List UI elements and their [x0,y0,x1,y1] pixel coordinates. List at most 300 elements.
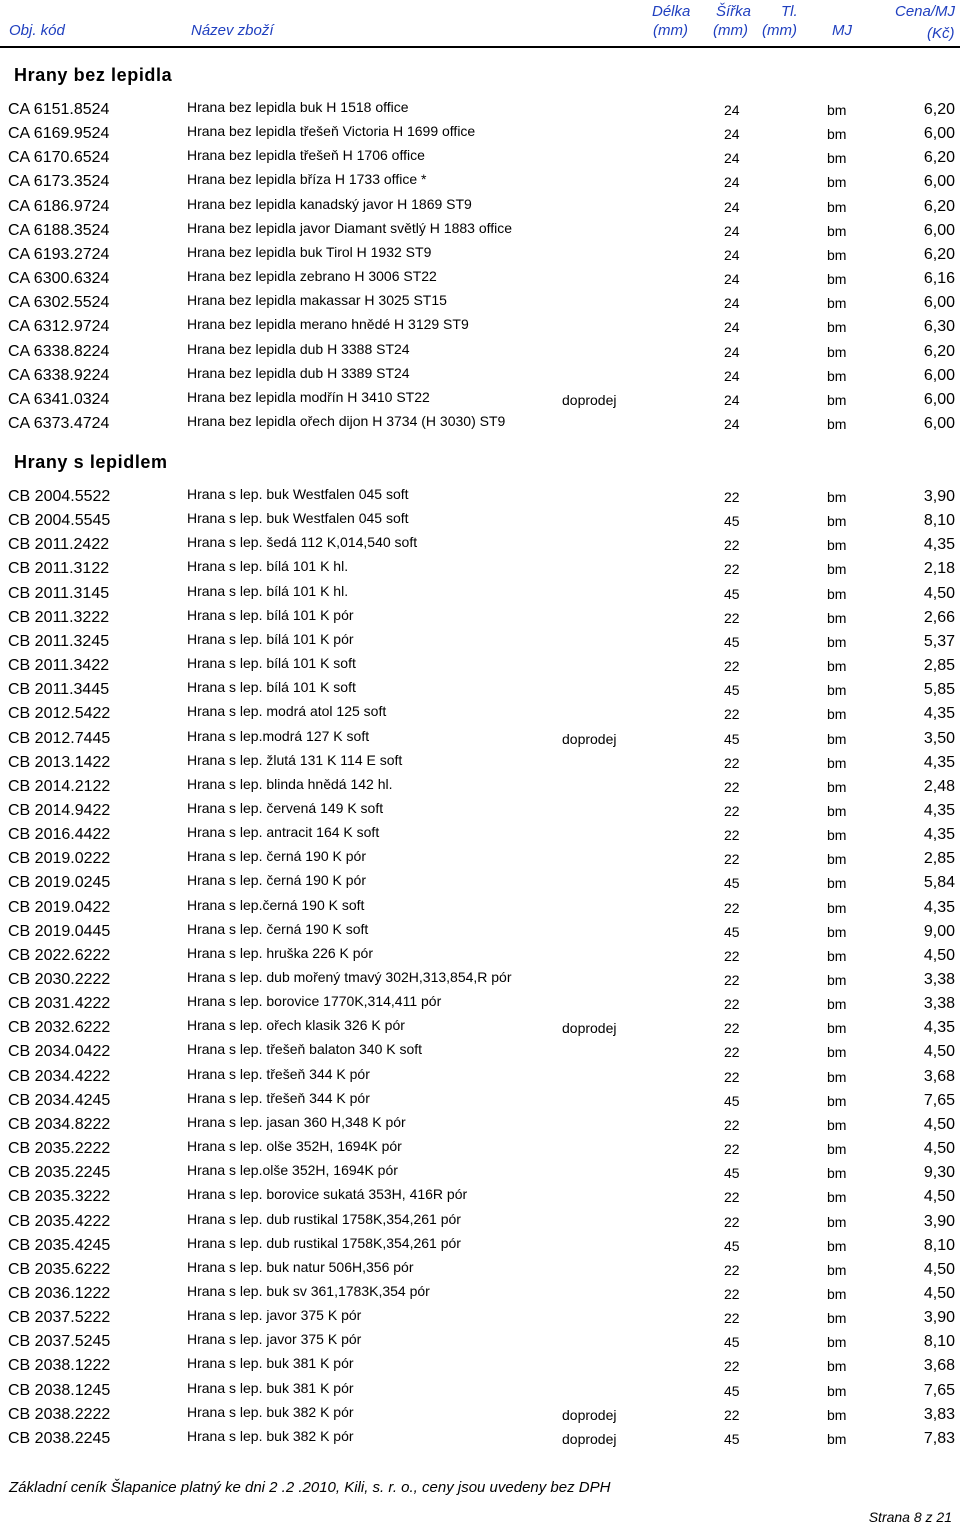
item-code: CB 2035.2245 [8,1164,111,1182]
item-code: CB 2019.0245 [8,874,111,892]
header-thickness-label: Tl. [781,3,798,20]
item-name: Hrana s lep. šedá 112 K,014,540 soft [187,534,418,551]
table-row [0,847,960,871]
table-row [0,1282,960,1306]
table-row [0,920,960,944]
item-width: 22 [724,1044,740,1061]
table-row [0,1427,960,1451]
item-code: CB 2032.6222 [8,1019,111,1037]
item-unit: bm [827,1358,847,1375]
item-name: Hrana bez lepidla buk Tirol H 1932 ST9 [187,243,432,260]
item-width: 24 [724,198,740,215]
item-name: Hrana bez lepidla třešeň H 1706 office [187,147,425,164]
item-unit: bm [827,899,847,916]
item-unit: bm [827,1116,847,1133]
item-code: CB 2034.0422 [8,1043,111,1061]
item-name: Hrana bez lepidla dub H 3388 ST24 [187,340,410,357]
item-price: 4,35 [923,801,955,819]
item-unit: bm [827,802,847,819]
item-price: 6,20 [923,101,955,118]
item-code: CB 2014.9422 [8,801,111,819]
item-width: 22 [724,1358,740,1375]
item-unit: bm [827,295,847,312]
item-width: 24 [724,150,740,167]
table-row [0,606,960,630]
section-title: Hrany bez lepidla [14,65,173,85]
item-name: Hrana s lep. javor 375 K pór [187,1307,362,1324]
table-row [0,485,960,509]
item-code: CA 6151.8524 [8,101,110,118]
item-code: CA 6373.4724 [8,414,110,432]
item-price: 9,30 [923,1164,955,1182]
item-unit: bm [827,633,847,650]
table-row [0,1040,960,1064]
item-price: 6,00 [923,221,955,239]
item-price: 3,38 [923,971,955,988]
item-price: 5,84 [923,874,955,892]
item-price: 6,00 [923,125,955,143]
item-name: Hrana s lep. javor 375 K pór [187,1331,362,1348]
item-unit: bm [827,1237,847,1254]
item-width: 22 [724,802,740,819]
item-name: Hrana s lep. bílá 101 K pór [187,630,354,647]
header-divider [0,46,960,48]
item-unit: bm [827,706,847,723]
item-price: 4,35 [923,826,955,844]
table-row [0,775,960,799]
table-row [0,896,960,920]
table-row [0,509,960,533]
header-length-unit: (mm) [653,22,688,39]
item-price: 4,50 [923,946,955,964]
item-code: CA 6302.5524 [8,294,110,312]
item-unit: bm [827,923,847,940]
item-unit: bm [827,972,847,988]
table-row [0,122,960,146]
item-width: 22 [724,1141,740,1158]
header-width-label: Šířka [716,3,752,20]
item-unit: bm [827,1382,847,1399]
item-unit: bm [827,1310,847,1327]
item-code: CB 2011.3222 [8,608,110,626]
header-width-unit: (mm) [713,22,748,39]
item-width: 24 [724,222,740,239]
item-unit: bm [827,947,847,964]
item-unit: bm [827,875,847,892]
item-unit: bm [827,1406,847,1423]
table-row [0,170,960,194]
item-width: 24 [724,295,740,312]
item-code: CB 2004.5545 [8,512,111,530]
item-code: CA 6338.9224 [8,366,110,384]
item-width: 22 [724,1285,740,1302]
item-unit: bm [827,343,847,360]
item-price: 4,50 [923,1284,955,1302]
item-price: 4,50 [923,1115,955,1133]
item-width: 24 [724,126,740,143]
item-price: 6,00 [923,294,955,312]
item-width: 22 [724,489,740,505]
item-code: CB 2011.3422 [8,657,110,675]
item-width: 45 [724,1382,740,1399]
item-code: CB 2014.2122 [8,777,111,795]
table-row [0,727,960,751]
table-row [0,1403,960,1427]
item-width: 45 [724,1092,740,1109]
item-width: 45 [724,633,740,650]
item-price: 4,35 [923,536,955,554]
table-row [0,823,960,847]
item-width: 45 [724,682,740,699]
item-unit: bm [827,271,847,288]
item-unit: bm [827,102,847,118]
item-width: 22 [724,754,740,771]
item-name: Hrana s lep.olše 352H, 1694K pór [187,1162,398,1179]
item-name: Hrana s lep. hruška 226 K pór [187,944,373,961]
table-row [0,678,960,702]
item-unit: bm [827,1430,847,1447]
header-band [0,0,960,46]
item-name: Hrana s lep. dub mořený tmavý 302H,313,854,R pór [187,969,512,985]
item-code: CB 2012.7445 [8,729,111,747]
item-code: CB 2035.4245 [8,1236,111,1254]
section-title: Hrany s lepidlem [14,452,168,472]
table-row [0,1065,960,1089]
item-name: Hrana s lep. buk 382 K pór [187,1427,354,1444]
item-code: CA 6188.3524 [8,221,110,239]
item-note: doprodej [562,1430,617,1447]
item-name: Hrana s lep. buk sv 361,1783K,354 pór [187,1282,430,1299]
table-row [0,1161,960,1185]
table-row [0,992,960,1016]
item-name: Hrana s lep. třešeň balaton 340 K soft [187,1041,423,1058]
item-name: Hrana s lep. olše 352H, 1694K pór [187,1138,402,1155]
item-note: doprodej [562,391,617,408]
table-row [0,799,960,823]
item-code: CB 2004.5522 [8,488,111,505]
item-price: 3,38 [923,995,955,1013]
table-row [0,412,960,436]
table-row [0,1137,960,1161]
item-code: CA 6300.6324 [8,270,110,288]
table-row [0,243,960,267]
item-unit: bm [827,367,847,384]
table-row [0,1379,960,1403]
item-name: Hrana s lep. bílá 101 K pór [187,606,354,623]
item-name: Hrana bez lepidla bříza H 1733 office * [187,171,427,188]
item-code: CB 2011.2422 [8,536,110,554]
item-name: Hrana bez lepidla dub H 3389 ST24 [187,364,410,381]
item-code: CB 2031.4222 [8,995,111,1013]
table-row [0,654,960,678]
table-row [0,1113,960,1137]
item-width: 22 [724,1068,740,1085]
item-width: 24 [724,174,740,191]
item-price: 7,83 [923,1429,955,1447]
item-name: Hrana s lep. třešeň 344 K pór [187,1065,370,1082]
table-row [0,1306,960,1330]
item-unit: bm [827,851,847,868]
item-name: Hrana bez lepidla kanadský javor H 1869 ST9 [187,195,472,212]
item-unit: bm [827,198,847,215]
item-name: Hrana s lep. bílá 101 K soft [187,655,356,672]
table-row [0,267,960,291]
table-row [0,702,960,726]
item-width: 24 [724,415,740,432]
item-name: Hrana s lep. černá 190 K pór [187,872,366,889]
table-row [0,557,960,581]
page-number: Strana 8 z 21 [868,1509,952,1525]
item-code: CB 2034.4222 [8,1067,111,1085]
item-note: doprodej [562,730,617,747]
item-price: 8,10 [923,512,955,530]
item-unit: bm [827,246,847,263]
item-name: Hrana s lep. třešeň 344 K pór [187,1089,370,1106]
item-code: CB 2019.0222 [8,850,111,868]
item-name: Hrana s lep. bílá 101 K hl. [187,558,349,575]
item-unit: bm [827,537,847,554]
item-width: 45 [724,513,740,530]
item-name: Hrana bez lepidla modřín H 3410 ST22 [187,388,430,405]
item-name: Hrana bez lepidla zebrano H 3006 ST22 [187,268,437,285]
item-price: 9,00 [923,922,955,940]
item-width: 22 [724,1020,740,1037]
item-price: 6,00 [923,414,955,432]
item-width: 22 [724,1406,740,1423]
header-thickness-unit: (mm) [762,22,797,39]
item-code: CB 2035.6222 [8,1260,111,1278]
item-code: CA 6193.2724 [8,245,110,263]
table-row [0,1210,960,1234]
item-price: 2,18 [923,560,955,578]
item-price: 4,50 [923,1188,955,1206]
item-width: 24 [724,391,740,408]
table-row [0,340,960,364]
item-width: 22 [724,778,740,795]
item-name: Hrana s lep. buk 382 K pór [187,1403,354,1420]
item-width: 22 [724,537,740,554]
item-code: CA 6173.3524 [8,173,110,191]
item-name: Hrana bez lepidla javor Diamant světlý H 1883 office [187,219,513,236]
item-code: CA 6186.9724 [8,197,110,215]
item-price: 6,20 [923,149,955,167]
item-width: 45 [724,1334,740,1351]
item-width: 45 [724,923,740,940]
item-name: Hrana s lep. jasan 360 H,348 K pór [187,1113,406,1130]
item-name: Hrana s lep. bílá 101 K soft [187,679,356,696]
item-unit: bm [827,609,847,626]
item-width: 24 [724,319,740,336]
table-row [0,582,960,606]
item-code: CB 2012.5422 [8,705,111,723]
item-price: 2,85 [923,850,955,868]
header-name: Název zboží [191,22,274,39]
item-unit: bm [827,1285,847,1302]
item-price: 4,50 [923,1043,955,1061]
item-code: CB 2011.3445 [8,681,110,699]
item-price: 3,68 [923,1067,955,1085]
table-row [0,219,960,243]
item-price: 6,16 [923,270,955,288]
item-unit: bm [827,1044,847,1061]
item-code: CB 2034.4245 [8,1091,111,1109]
item-width: 45 [724,585,740,602]
header-price-unit: (Kč) [927,25,955,42]
item-code: CB 2011.3122 [8,560,110,578]
item-width: 22 [724,658,740,675]
item-name: Hrana s lep. černá 190 K soft [187,920,369,937]
item-width: 22 [724,827,740,844]
item-code: CB 2013.1422 [8,753,111,771]
item-unit: bm [827,1213,847,1230]
header-code: Obj. kód [9,22,65,39]
item-name: Hrana s lep. antracit 164 K soft [187,824,380,841]
item-price: 8,10 [923,1236,955,1254]
item-price: 6,00 [923,390,955,408]
item-width: 22 [724,1310,740,1327]
item-name: Hrana bez lepidla makassar H 3025 ST15 [187,292,447,309]
item-code: CB 2035.4222 [8,1212,111,1230]
item-code: CB 2037.5222 [8,1309,111,1327]
item-unit: bm [827,489,847,505]
item-price: 4,50 [923,584,955,602]
item-price: 3,68 [923,1357,955,1375]
item-name: Hrana s lep. buk 381 K pór [187,1355,354,1372]
item-price: 2,66 [923,608,955,626]
item-code: CB 2038.1245 [8,1381,111,1399]
item-code: CB 2038.2222 [8,1405,111,1423]
item-price: 7,65 [923,1091,955,1109]
item-unit: bm [827,126,847,143]
item-price: 5,37 [923,632,955,650]
item-width: 22 [724,947,740,964]
item-unit: bm [827,319,847,336]
table-row [0,146,960,170]
item-price: 6,00 [923,173,955,191]
item-price: 4,50 [923,1140,955,1158]
item-width: 45 [724,1165,740,1182]
table-row [0,1185,960,1209]
table-row [0,1016,960,1040]
item-price: 6,20 [923,245,955,263]
item-price: 2,48 [923,777,955,795]
item-price: 2,85 [923,657,955,675]
item-width: 22 [724,1261,740,1278]
item-note: doprodej [562,1020,617,1037]
item-name: Hrana s lep. borovice 1770K,314,411 pór [187,993,442,1010]
table-row [0,98,960,122]
item-width: 24 [724,343,740,360]
item-price: 6,00 [923,366,955,384]
item-width: 22 [724,706,740,723]
header-unit: MJ [832,22,852,39]
item-code: CB 2038.2245 [8,1429,111,1447]
item-price: 3,90 [923,488,955,505]
item-price: 3,50 [923,729,955,747]
item-price: 8,10 [923,1333,955,1351]
item-width: 22 [724,851,740,868]
table-row [0,1234,960,1258]
item-price: 4,35 [923,753,955,771]
item-width: 45 [724,875,740,892]
item-unit: bm [827,730,847,747]
table-row [0,364,960,388]
item-name: Hrana s lep.modrá 127 K soft [187,727,370,744]
table-row [0,968,960,992]
item-unit: bm [827,682,847,699]
item-name: Hrana s lep. modrá atol 125 soft [187,703,387,720]
item-width: 24 [724,246,740,263]
item-width: 22 [724,972,740,988]
item-code: CB 2037.5245 [8,1333,111,1351]
item-width: 45 [724,730,740,747]
header-length-label: Délka [652,3,691,20]
item-width: 22 [724,1189,740,1206]
item-name: Hrana s lep. blinda hnědá 142 hl. [187,775,393,792]
table-header [0,0,960,46]
item-code: CB 2030.2222 [8,971,111,988]
table-row [0,1330,960,1354]
item-width: 24 [724,271,740,288]
table-row [0,291,960,315]
table-row [0,315,960,339]
item-code: CB 2036.1222 [8,1284,111,1302]
item-name: Hrana bez lepidla merano hnědé H 3129 ST9 [187,316,469,333]
header-price-label: Cena/MJ [895,3,956,20]
item-unit: bm [827,778,847,795]
table-row [0,630,960,654]
item-name: Hrana bez lepidla třešeň Victoria H 1699 office [187,123,476,140]
item-price: 5,85 [923,681,955,699]
item-code: CA 6338.8224 [8,342,110,360]
item-price: 3,90 [923,1212,955,1230]
item-unit: bm [827,1092,847,1109]
item-width: 45 [724,1430,740,1447]
item-price: 4,50 [923,1260,955,1278]
item-unit: bm [827,1165,847,1182]
item-price: 3,83 [923,1405,955,1423]
table-row [0,1258,960,1282]
item-name: Hrana s lep. dub rustikal 1758K,354,261 pór [187,1234,461,1251]
item-name: Hrana s lep. buk Westfalen 045 soft [187,510,409,527]
table-row [0,1354,960,1378]
item-unit: bm [827,1020,847,1037]
item-price: 4,35 [923,1019,955,1037]
item-unit: bm [827,1068,847,1085]
item-unit: bm [827,827,847,844]
item-name: Hrana s lep. ořech klasik 326 K pór [187,1017,405,1034]
item-price: 6,20 [923,197,955,215]
table-row [0,533,960,557]
item-name: Hrana s lep. buk natur 506H,356 pór [187,1258,414,1275]
item-code: CA 6341.0324 [8,390,110,408]
item-name: Hrana s lep. žlutá 131 K 114 E soft [187,751,403,768]
item-price: 7,65 [923,1381,955,1399]
item-code: CB 2011.3245 [8,632,110,650]
item-code: CB 2011.3145 [8,584,110,602]
item-width: 45 [724,1237,740,1254]
item-width: 22 [724,1213,740,1230]
item-unit: bm [827,658,847,675]
item-price: 6,20 [923,342,955,360]
item-width: 22 [724,899,740,916]
item-code: CB 2038.1222 [8,1357,111,1375]
item-unit: bm [827,415,847,432]
item-price: 3,90 [923,1309,955,1327]
item-width: 22 [724,609,740,626]
item-name: Hrana s lep. buk Westfalen 045 soft [187,486,409,502]
item-code: CA 6312.9724 [8,318,110,336]
